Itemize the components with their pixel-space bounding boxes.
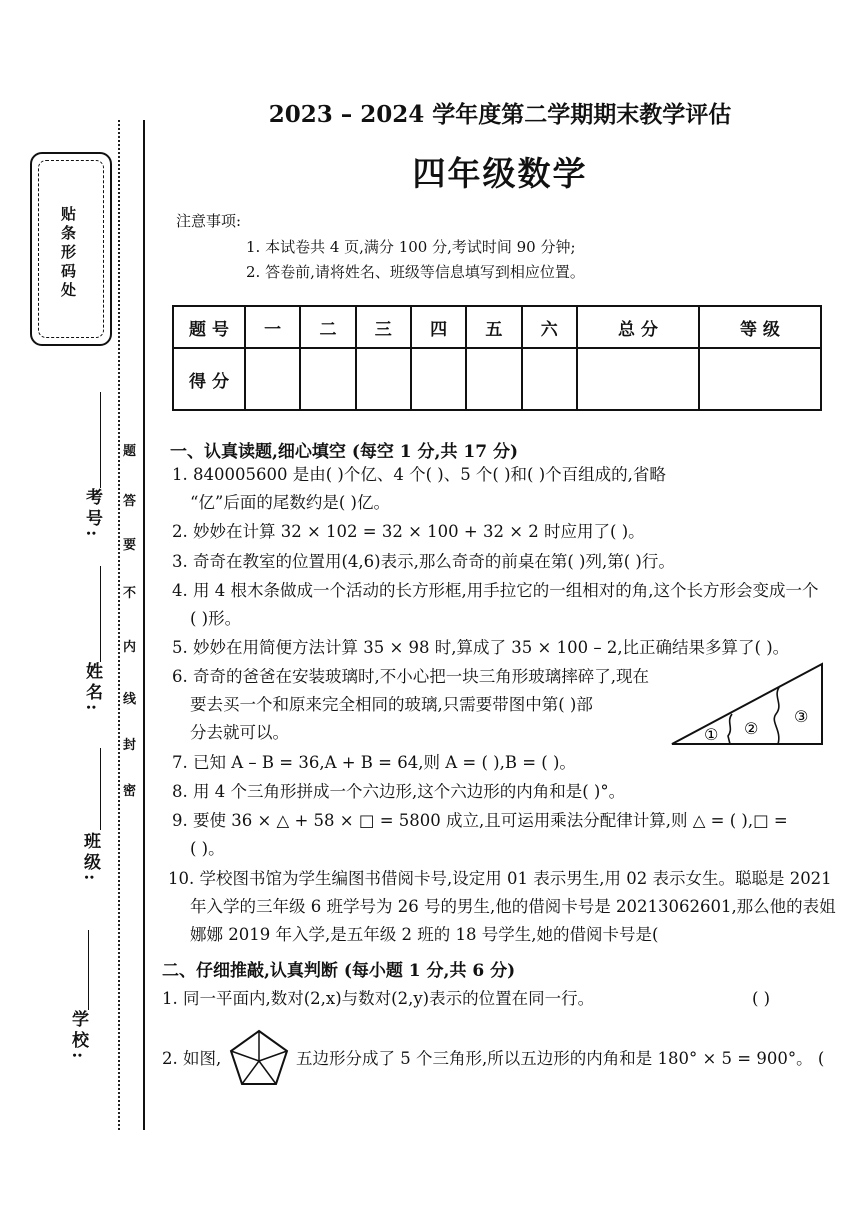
question-line: 2. 妙妙在计算 32 × 102 = 32 × 100 + 32 × 2 时应用了( )。 [172, 522, 645, 541]
exam-no-label: 考号: [82, 488, 102, 541]
question-line: 2. 如图, [162, 1049, 222, 1068]
question-line: “亿”后面的尾数约是( )亿。 [190, 493, 390, 512]
binding-dotted-line [118, 120, 120, 1130]
score-cell[interactable] [699, 348, 821, 410]
score-table [172, 305, 822, 411]
table-header-cell: 四 [411, 306, 466, 348]
school-label: 学校: [68, 1010, 88, 1063]
name-label: 姓名: [82, 662, 102, 715]
score-cell[interactable] [577, 348, 699, 410]
question-line: 10. 学校图书馆为学生编图书借阅卡号,设定用 01 表示男生,用 02 表示女生。聪聪是 2021 [168, 869, 832, 888]
score-cell[interactable] [466, 348, 521, 410]
table-header-cell: 三 [356, 306, 411, 348]
score-cell[interactable] [245, 348, 300, 410]
school-field[interactable] [88, 930, 89, 1010]
notes-heading: 注意事项: [176, 212, 242, 230]
table-header-cell: 总 分 [577, 306, 699, 348]
question-line: 1. 同一平面内,数对(2,x)与数对(2,y)表示的位置在同一行。 [162, 989, 595, 1008]
question-line: 娜娜 2019 年入学,是五年级 2 班的 18 号学生,她的借阅卡号是( [190, 925, 659, 944]
seal-mark: 题 [123, 444, 137, 459]
score-row-label: 得 分 [173, 348, 245, 410]
question-line: ( )形。 [190, 609, 242, 628]
barcode-label: 贴条形码处 [59, 206, 77, 301]
question-line: 4. 用 4 根木条做成一个活动的长方形框,用手拉它的一组相对的角,这个长方形会变成一个 [172, 581, 819, 600]
score-cell[interactable] [300, 348, 355, 410]
notes-item: 2. 答卷前,请将姓名、班级等信息填写到相应位置。 [246, 263, 585, 281]
seal-mark: 要 [123, 538, 137, 553]
question-line: 要去买一个和原来完全相同的玻璃,只需要带图中第( )部 [190, 695, 593, 714]
table-header-cell: 六 [522, 306, 577, 348]
broken-triangle-figure [668, 660, 828, 750]
question-line: 1. 840005600 是由( )个亿、4 个( )、5 个( )和( )个百组成的,省略 [172, 465, 666, 484]
class-field[interactable] [100, 748, 101, 830]
seal-mark: 密 [123, 784, 137, 799]
question-line: 五边形分成了 5 个三角形,所以五边形的内角和是 180° × 5 = 900°。 ( [296, 1049, 825, 1068]
table-header-cell: 五 [466, 306, 521, 348]
answer-bracket[interactable]: ( ) [752, 989, 771, 1008]
binding-solid-line [143, 120, 145, 1130]
subject-title: 四年级数学 [412, 154, 588, 193]
question-line: ( )。 [190, 839, 225, 858]
score-cell[interactable] [522, 348, 577, 410]
table-header-cell: 一 [245, 306, 300, 348]
question-line: 6. 奇奇的爸爸在安装玻璃时,不小心把一块三角形玻璃摔碎了,现在 [172, 667, 649, 686]
seal-mark: 封 [123, 738, 137, 753]
seal-mark: 不 [123, 586, 137, 601]
question-line: 分去就可以。 [190, 723, 289, 742]
exam-year-title: 2023 – 2024 学年度第二学期期末教学评估 [268, 101, 732, 128]
seal-mark: 答 [123, 494, 137, 509]
figure-label-2: ② [744, 719, 759, 738]
question-line: 8. 用 4 个三角形拼成一个六边形,这个六边形的内角和是( )°。 [172, 782, 626, 801]
question-line: 5. 妙妙在用简便方法计算 35 × 98 时,算成了 35 × 100 – 2,比正确结果多算了( )。 [172, 638, 790, 657]
class-label: 班级: [80, 832, 100, 885]
table-header-cell: 题 号 [173, 306, 245, 348]
question-line: 3. 奇奇在教室的位置用(4,6)表示,那么奇奇的前桌在第( )列,第( )行。 [172, 552, 675, 571]
question-line: 7. 已知 A – B = 36,A + B = 64,则 A = ( ),B = ( )。 [172, 753, 576, 772]
notes-item: 1. 本试卷共 4 页,满分 100 分,考试时间 90 分钟; [246, 238, 576, 256]
question-line: 9. 要使 36 × △ + 58 × □ = 5800 成立,且可运用乘法分配律计算,则 △ = ( ),□ = [172, 811, 788, 830]
pentagon-figure [228, 1028, 290, 1088]
seal-mark: 内 [123, 640, 137, 655]
barcode-box [30, 152, 112, 346]
exam-no-field[interactable] [100, 392, 101, 488]
table-header-cell: 二 [300, 306, 355, 348]
name-field[interactable] [100, 566, 101, 662]
figure-label-1: ① [704, 725, 719, 744]
seal-mark: 线 [123, 692, 137, 707]
score-cell[interactable] [411, 348, 466, 410]
figure-label-3: ③ [794, 707, 809, 726]
question-line: 年入学的三年级 6 班学号为 26 号的男生,他的借阅卡号是 20213062601,那么他的表姐 [190, 897, 836, 916]
score-cell[interactable] [356, 348, 411, 410]
table-header-cell: 等 级 [699, 306, 821, 348]
section-2-title: 二、仔细推敲,认真判断 (每小题 1 分,共 6 分) [162, 961, 516, 981]
section-1-title: 一、认真读题,细心填空 (每空 1 分,共 17 分) [170, 442, 519, 462]
